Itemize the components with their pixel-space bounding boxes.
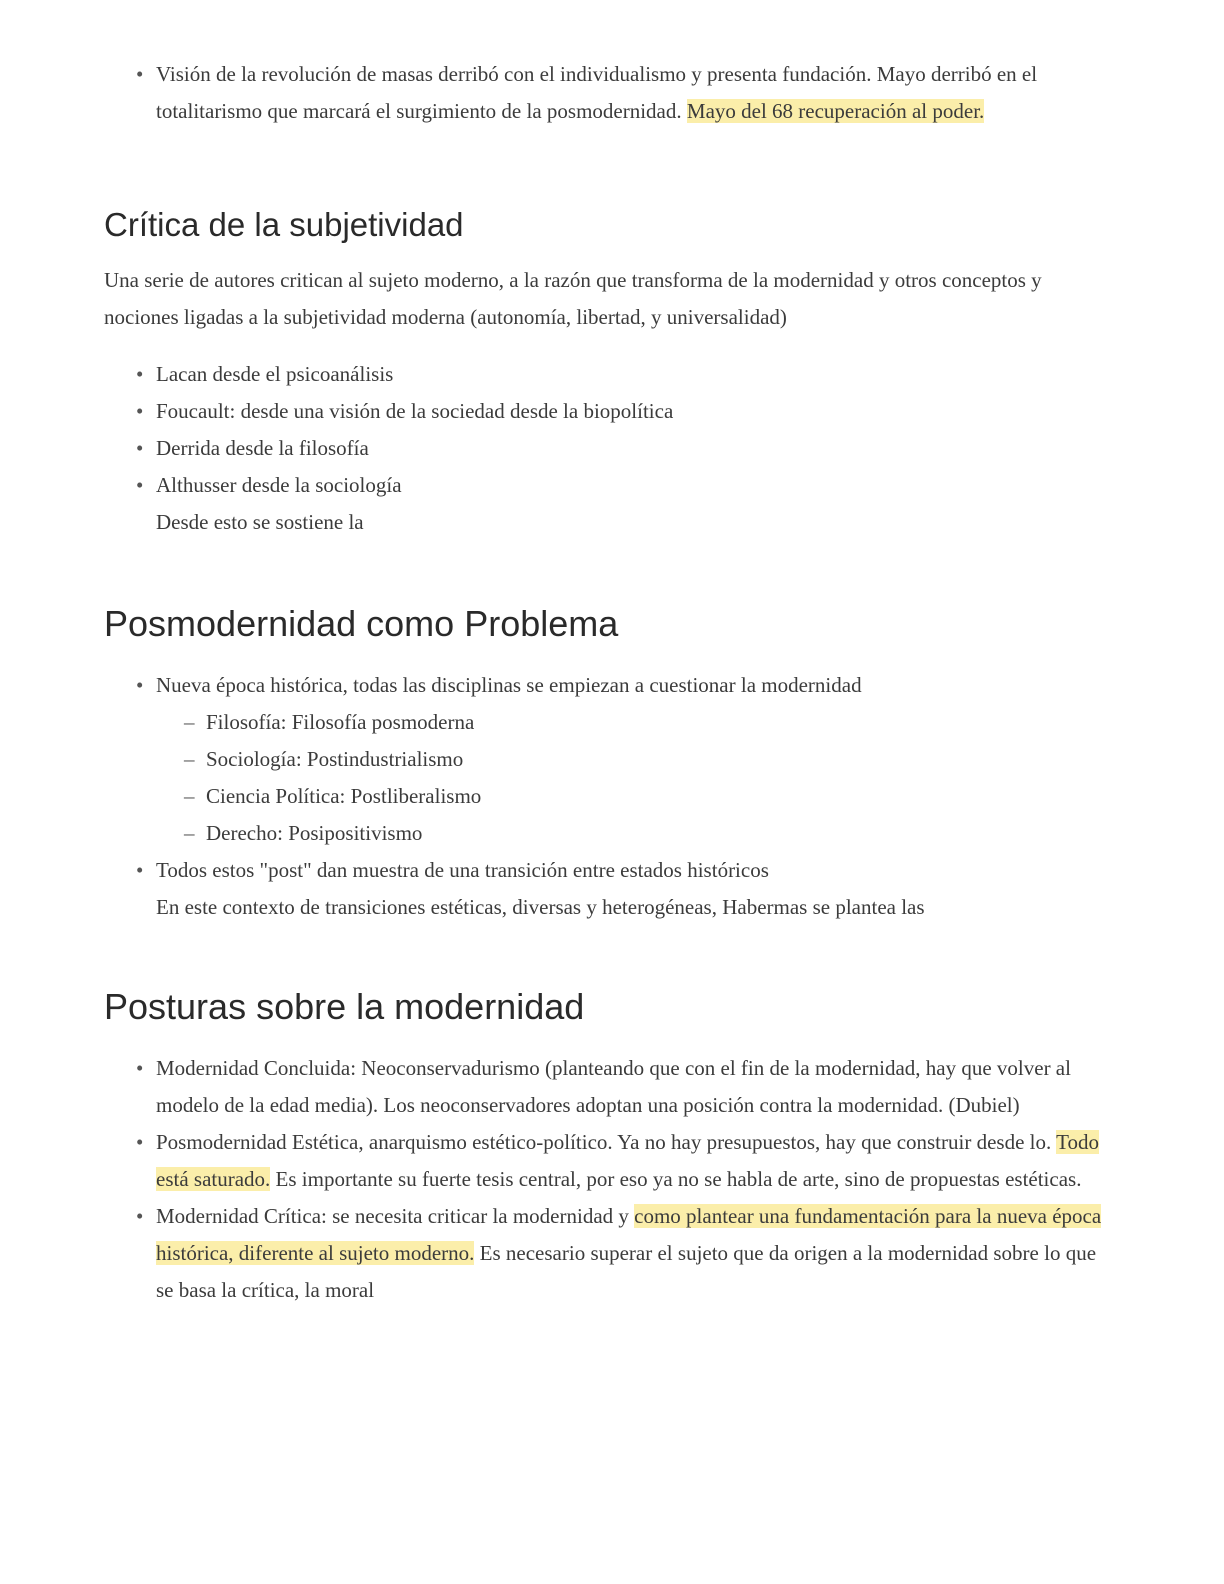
intro-list — [104, 56, 1108, 130]
sublist-item: – Ciencia Política: Postliberalismo — [206, 778, 1108, 815]
list-item-text: Es importante su fuerte tesis central, por eso ya no se habla de arte, sino de propuestas estéticas. — [275, 1167, 1082, 1191]
list-item: • Modernidad Concluida: Neoconservadurismo (planteando que con el fin de la modernidad, hay que volver al modelo de la edad media). Los neoconservadores adoptan una posición contra la modernidad. (Dubiel) — [156, 1050, 1108, 1124]
list-item — [156, 56, 1108, 130]
list-item — [156, 1124, 1108, 1198]
list-item-text: Visión de la revolución de masas derribó con el individualismo y presenta fundación. Mayo derribó en el totalitarismo que marcará el surgimiento de la posmodernidad. — [156, 62, 1038, 123]
section-title-posturas: Posturas sobre la modernidad — [104, 986, 585, 1027]
list-item-text: Nueva época histórica, todas las disciplinas se empiezan a cuestionar la modernidad — [156, 673, 862, 697]
list-item-text: Posmodernidad Estética, anarquismo estético-político. Ya no hay presupuestos, hay que construir desde lo. — [156, 1130, 1052, 1154]
highlighted-text: Mayo del 68 recuperación al poder. — [686, 99, 985, 123]
section-title-posmodernidad: Posmodernidad como Problema — [104, 603, 619, 644]
section-title-critica: Crítica de la subjetividad — [104, 206, 464, 243]
list-item — [156, 667, 1108, 852]
list-item — [156, 852, 1108, 926]
highlighted-text: Todo está saturado. — [156, 1130, 1099, 1191]
list-item-text: Es necesario superar el sujeto que da origen a la modernidad sobre lo que se basa la crítica, la moral — [156, 1241, 1097, 1302]
list-item: • Derrida desde la filosofía — [156, 430, 1108, 467]
posturas-list — [104, 1050, 1108, 1309]
sublist-item: – Filosofía: Filosofía posmoderna — [206, 704, 1108, 741]
section-paragraph: Una serie de autores critican al sujeto moderno, a la razón que transforma de la modernidad y otros conceptos y nociones ligadas a la subjetividad moderna (autonomía, libertad, y universalidad) — [104, 268, 1042, 329]
list-item-text: • Todos estos "post" dan muestra de una transición entre estados históricos — [156, 858, 769, 882]
list-item: • Foucault: desde una visión de la sociedad desde la biopolítica — [156, 393, 1108, 430]
list-item — [156, 1198, 1108, 1309]
list-item-text: • Althusser desde la sociología — [156, 473, 402, 497]
sublist-item: – Sociología: Postindustrialismo — [206, 741, 1108, 778]
posmodernidad-list — [104, 667, 1108, 926]
authors-list — [104, 356, 1108, 541]
disciplines-sublist — [156, 704, 1108, 852]
list-item: • Lacan desde el psicoanálisis — [156, 356, 1108, 393]
highlighted-text: como plantear una fundamentación para la nueva época histórica, diferente al sujeto moderno. — [156, 1204, 1102, 1265]
list-item — [156, 467, 1108, 541]
list-item-text: Modernidad Crítica: se necesita criticar la modernidad y — [156, 1204, 629, 1228]
sublist-item: – Derecho: Posipositivismo — [206, 815, 1108, 852]
document-content — [104, 56, 1108, 1309]
list-item-note: Desde esto se sostiene la — [156, 510, 364, 534]
list-item-note: En este contexto de transiciones estéticas, diversas y heterogéneas, Habermas se plantea las — [156, 895, 925, 919]
